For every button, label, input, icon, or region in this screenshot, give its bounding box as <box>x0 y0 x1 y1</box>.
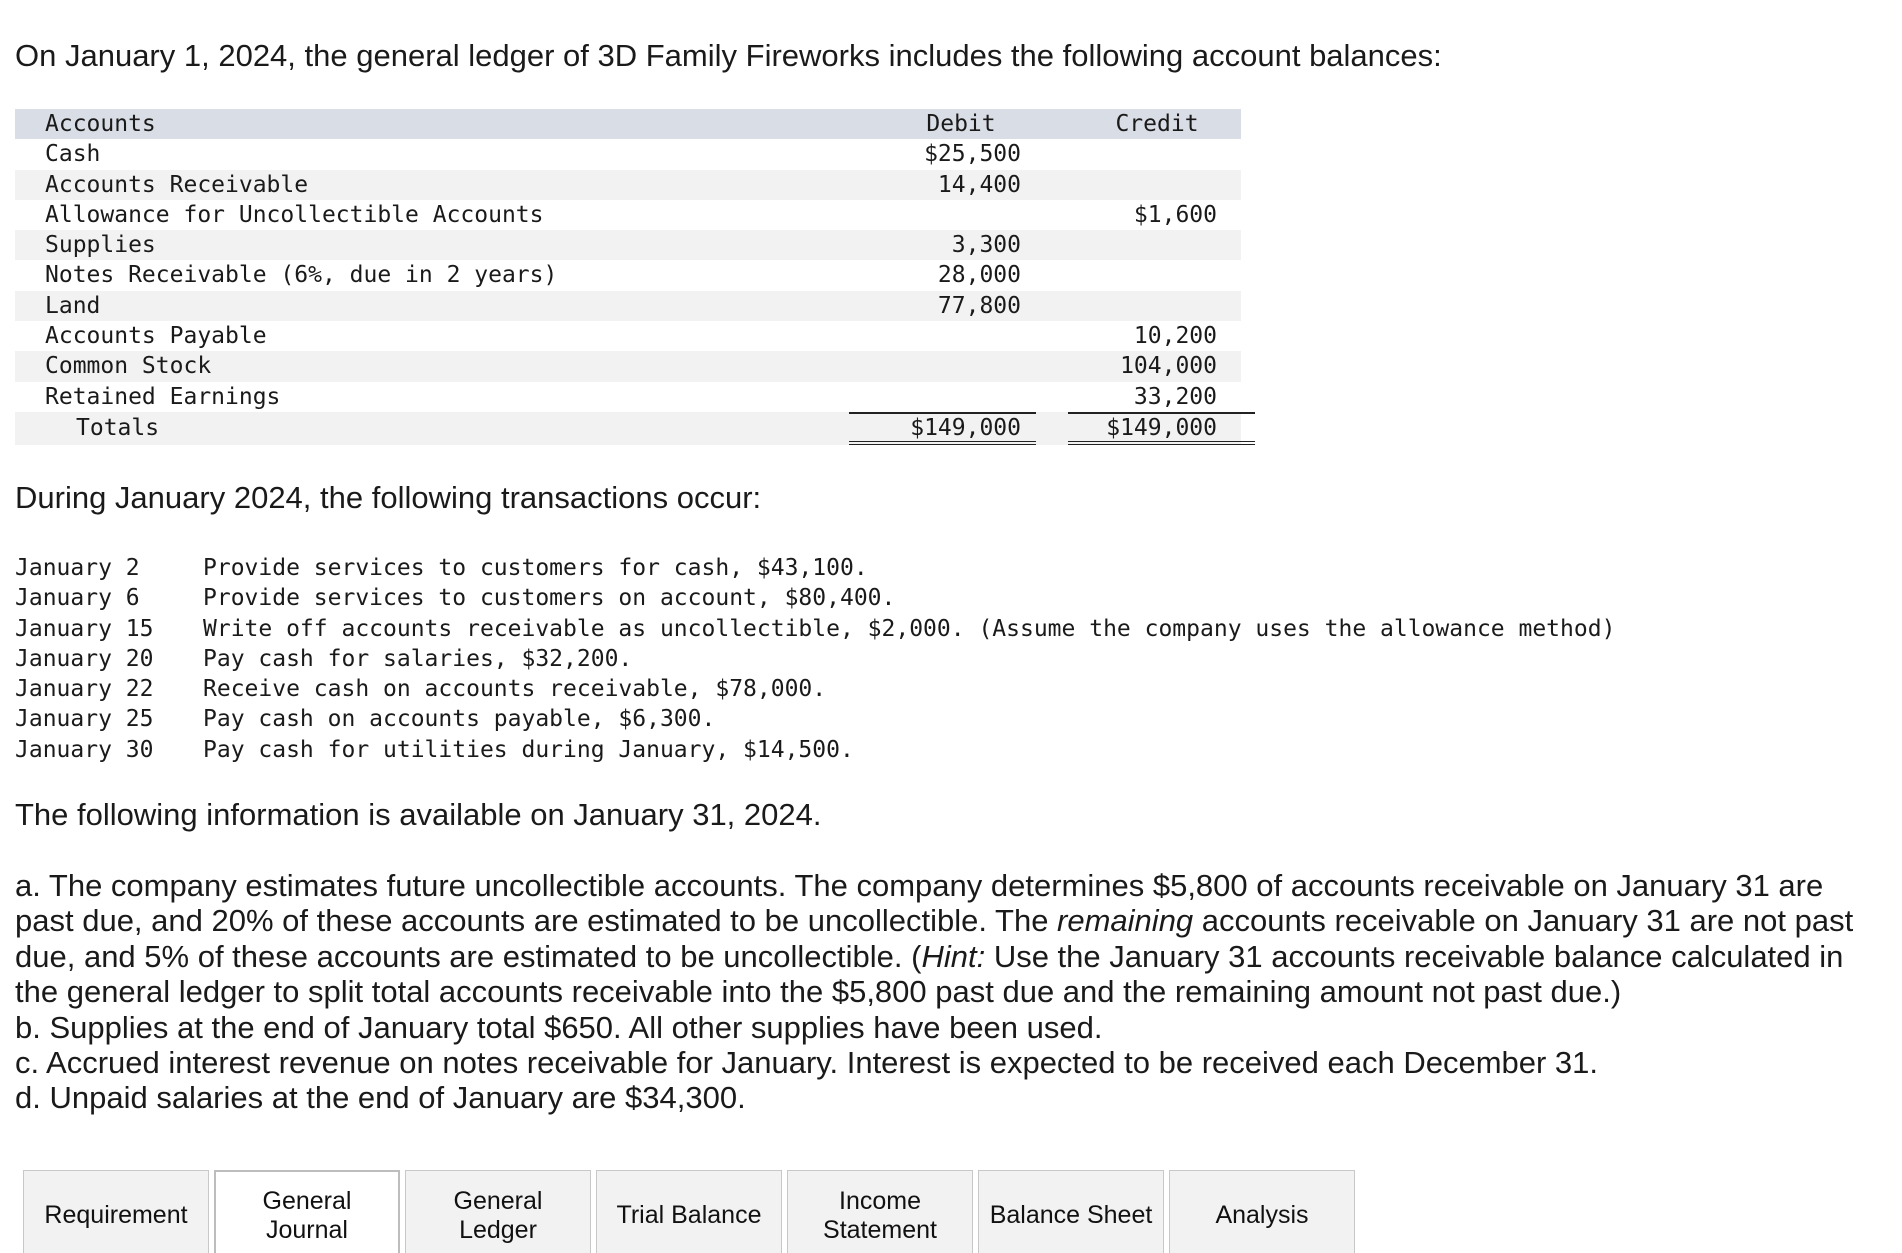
tab-label: Requirement <box>44 1201 188 1229</box>
info-c: c. Accrued interest revenue on notes receivable for January. Interest is expected to be received each December 31. <box>15 1045 1599 1081</box>
transaction-date: January 6 <box>15 585 140 612</box>
tab-income-statement[interactable] <box>787 1170 973 1253</box>
info-a-line-2-post: accounts receivable on January 31 are not past <box>1193 903 1854 939</box>
info-a-line-4: the general ledger to split total accounts receivable into the $5,800 past due and the remaining amount not past due.) <box>15 974 1622 1010</box>
info-a-emphasis-hint: Hint: <box>921 938 986 974</box>
table-row <box>15 351 1241 381</box>
transaction-description: Write off accounts receivable as uncollectible, $2,000. (Assume the company uses the allowance method) <box>203 615 1616 642</box>
transaction-description: Receive cash on accounts receivable, $78,000. <box>203 676 827 703</box>
tab-general-journal[interactable] <box>214 1170 400 1253</box>
table-row <box>15 139 1241 169</box>
account-name: Common Stock <box>45 353 212 380</box>
transaction-date: January 22 <box>15 676 154 703</box>
table-row <box>15 230 1241 260</box>
info-block <box>15 868 1895 1116</box>
balance-table-header <box>15 109 1241 139</box>
info-a-line-3-pre: due, and 5% of these accounts are estimated to be uncollectible. ( <box>15 938 922 974</box>
balance-table <box>15 109 1241 445</box>
table-row <box>15 321 1241 351</box>
credit-value: 33,200 <box>1133 383 1217 410</box>
transaction-description: Pay cash for utilities during January, $14,500. <box>203 736 854 763</box>
debit-value: $25,500 <box>924 141 1021 168</box>
transaction-date: January 2 <box>15 555 140 581</box>
credit-value: 10,200 <box>1133 323 1217 350</box>
info-d: d. Unpaid salaries at the end of January are $34,300. <box>15 1080 746 1116</box>
table-row <box>15 170 1241 200</box>
account-name: Retained Earnings <box>45 383 281 410</box>
tab-label: Balance Sheet <box>989 1201 1153 1229</box>
transaction-description: Provide services to customers for cash, $43,100. <box>203 555 868 581</box>
credit-double-rule <box>1068 441 1255 445</box>
info-a-line-2 <box>15 903 1895 938</box>
account-name: Notes Receivable (6%, due in 2 years) <box>45 262 558 289</box>
header-accounts: Accounts <box>45 111 156 137</box>
transaction-description: Provide services to customers on account, $80,400. <box>203 585 896 612</box>
tab-trial-balance[interactable] <box>596 1170 782 1253</box>
transaction-date: January 30 <box>15 736 154 763</box>
debit-value: 14,400 <box>937 171 1021 198</box>
account-name: Accounts Receivable <box>45 171 309 198</box>
tab-label: General Ledger <box>453 1186 543 1244</box>
tab-analysis[interactable] <box>1169 1170 1355 1253</box>
transaction-date: January 20 <box>15 645 154 672</box>
credit-value: $1,600 <box>1133 201 1217 228</box>
transactions-heading: During January 2024, the following transactions occur: <box>15 480 762 515</box>
tab-label: General Journal <box>262 1187 352 1244</box>
tab-requirement[interactable] <box>23 1170 209 1253</box>
debit-value: 77,800 <box>937 292 1021 319</box>
tab-label: Income Statement <box>823 1186 937 1244</box>
table-row <box>15 291 1241 321</box>
debit-value: 3,300 <box>951 232 1021 259</box>
debit-total: $149,000 <box>910 414 1021 441</box>
account-name: Supplies <box>45 232 156 259</box>
info-a-line-1: a. The company estimates future uncollectible accounts. The company determines $5,800 of accounts receivable on January 31 are <box>15 868 1824 903</box>
debit-value: 28,000 <box>937 262 1021 289</box>
info-a-line-2-pre: past due, and 20% of these accounts are estimated to be uncollectible. The <box>15 903 1058 939</box>
tab-general-ledger[interactable] <box>405 1170 591 1253</box>
info-a-emphasis-remaining: remaining <box>1057 903 1194 939</box>
transaction-description: Pay cash on accounts payable, $6,300. <box>203 706 716 733</box>
table-row <box>15 382 1241 412</box>
header-debit: Debit <box>926 111 996 137</box>
header-credit: Credit <box>1115 111 1199 137</box>
transaction-description: Pay cash for salaries, $32,200. <box>203 645 633 672</box>
totals-label: Totals <box>76 414 160 441</box>
account-name: Allowance for Uncollectible Accounts <box>45 201 544 228</box>
tab-label: Analysis <box>1215 1201 1309 1229</box>
tab-balance-sheet[interactable] <box>978 1170 1164 1253</box>
info-a-line-3-post: Use the January 31 accounts receivable balance calculated in <box>985 938 1844 974</box>
table-row <box>15 200 1241 230</box>
info-b: b. Supplies at the end of January total $650. All other supplies have been used. <box>15 1009 1103 1045</box>
debit-double-rule <box>849 441 1036 445</box>
requirement-tabs <box>23 1170 1360 1253</box>
transaction-date: January 15 <box>15 615 154 642</box>
credit-total: $149,000 <box>1106 414 1217 441</box>
table-row <box>15 260 1241 290</box>
tab-label: Trial Balance <box>616 1201 762 1229</box>
intro-text: On January 1, 2024, the general ledger of 3D Family Fireworks includes the following account balances: <box>15 38 1442 73</box>
account-name: Land <box>45 292 101 319</box>
info-heading: The following information is available on January 31, 2024. <box>15 797 822 832</box>
info-a-line-3 <box>15 939 1895 974</box>
credit-value: 104,000 <box>1120 353 1217 380</box>
transaction-date: January 25 <box>15 706 154 733</box>
account-name: Cash <box>45 141 101 168</box>
totals-row <box>15 412 1241 445</box>
account-name: Accounts Payable <box>45 323 267 350</box>
